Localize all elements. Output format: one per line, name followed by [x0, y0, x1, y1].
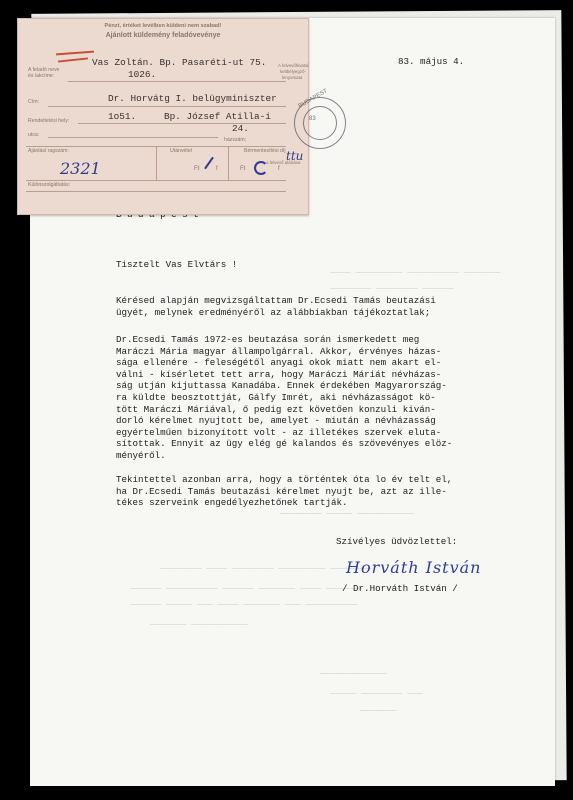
postmark-text: BUDAPEST	[297, 88, 329, 110]
salutation: Tisztelt Vas Elvtárs !	[116, 259, 238, 270]
closing: Szívélyes üdvözlettel:	[336, 536, 458, 547]
text-line: tékes szerveink engedélyezhetőnek tartják.	[116, 497, 348, 509]
filler-label: f	[278, 166, 280, 172]
rule	[26, 180, 286, 181]
text-line: tött Maráczi Máriával, ő pedig ezt követően konzuli kiván-	[116, 403, 436, 415]
show-through-text: ‾‾‾‾‾‾ ‾‾‾‾‾ ‾‾‾ ‾‾‾‾ ‾‾‾‾‾‾‾ ‾‾‾ ‾‾‾‾‾‾‾‾‾‾	[130, 604, 357, 614]
paragraph-2	[116, 334, 496, 462]
text-line: sítottak. Ennyit az ügy elég gé kalandos és szövevényes elöz-	[116, 438, 453, 450]
pen-mark	[58, 57, 88, 62]
office-note: A felvevőhivatal	[278, 63, 309, 68]
paragraph-3	[116, 474, 496, 509]
fee-label: Bérmentesítési díj	[244, 148, 286, 154]
text-line: Maráczi Mária magyar állampolgárral. Akkor, érvényes házas-	[116, 345, 442, 357]
text-line: dorló kérelmet nyujtott be, amelyet - miután a névházasság	[116, 415, 436, 427]
text-line: Dr.Ecsedi Tamás 1972-es beutazása során ismerkedett meg	[116, 334, 420, 345]
text-line: ra küldte beosztottját, Gálfy Imrét, aki névházasságot kö-	[116, 391, 436, 403]
sender-zip: 1026.	[128, 69, 157, 80]
text-line: ményéről.	[116, 449, 166, 461]
sender-label: A feladó neve és lakcíme:	[28, 67, 60, 79]
registered-mail-receipt	[17, 18, 329, 215]
filler-label: f	[216, 166, 218, 172]
show-through-text: ‾‾‾‾‾‾ ‾‾‾‾‾‾‾‾‾‾ ‾‾‾‾‾‾ ‾‾‾‾‾‾‾ ‾‾‾‾ ‾‾‾‾‾‾‾	[130, 588, 363, 598]
destination-zip: 1o51.	[108, 111, 137, 122]
rule	[26, 191, 286, 192]
sender-name: Vas Zoltán. Bp. Pasaréti-ut 75.	[92, 57, 267, 68]
text-line: ügyét, melynek eredményéről az alábbiakban tájékoztatlak;	[116, 306, 431, 318]
rule	[78, 123, 286, 124]
receipt-number: 2321	[60, 159, 101, 178]
street-label: utca:	[28, 132, 40, 138]
postmark-date: 83	[309, 116, 316, 122]
letter-date: 83. május 4.	[398, 56, 465, 67]
show-through-text: ‾‾‾‾‾‾‾ ‾‾‾‾‾‾‾‾‾‾‾	[150, 624, 248, 634]
show-through-text: ‾‾‾‾‾‾‾‾ ‾‾‾‾‾‾‾‾ ‾‾‾‾‾‾	[330, 288, 454, 298]
house-number: 24.	[232, 123, 249, 134]
paragraph-1	[116, 295, 496, 318]
receipt-no-label: Ajánlási ragszám:	[28, 148, 69, 154]
clerk-initials: ttu	[286, 149, 304, 163]
text-line: sága ellenére - feleségétől anyagi okok miatt nem akart el-	[116, 357, 442, 369]
rule	[228, 146, 229, 180]
show-through-text: ‾‾‾‾‾‾‾‾ ‾‾‾‾‾ ‾‾‾‾‾‾‾‾‾‾‾	[280, 513, 415, 523]
rule	[156, 146, 157, 180]
pen-slash	[204, 157, 214, 170]
office-note: lenyomata	[282, 75, 303, 80]
rule	[68, 81, 286, 82]
text-line: Tekintettel azonban arra, hogy a történtek óta lo év telt el,	[116, 474, 453, 485]
text-line: Kérésed alapján megvizsgáltattam Dr.Ecsedi Tamás beutazási	[116, 295, 436, 306]
currency-label: Ft	[194, 166, 200, 172]
special-service-label: Különszolgáltatás:	[28, 182, 71, 188]
receipt-warning: Pénzt, értéket levélben küldeni nem szabad!	[104, 23, 222, 29]
addressee: Dr. Horvátg I. belügyminiszter	[108, 93, 277, 104]
declared-label: Utánvétel	[170, 148, 192, 154]
signature: Horváth István	[346, 558, 482, 577]
destination-label: Rendeltetési hely:	[28, 118, 70, 124]
show-through-text: ‾‾‾‾‾‾‾‾‾‾‾‾‾	[320, 673, 388, 683]
signer-name: / Dr.Horváth István /	[342, 583, 458, 594]
text-line: ság utján kijuttassa Kanadába. Ennek érdekében Magyarország-	[116, 380, 447, 392]
show-through-text: ‾‾‾‾‾‾‾‾ ‾‾‾‾ ‾‾‾‾‾‾‾‾ ‾‾‾‾‾‾‾‾‾ ‾‾‾‾‾‾‾‾	[160, 568, 372, 578]
house-label: házszám:	[224, 137, 247, 143]
rule	[48, 106, 286, 107]
show-through-text: ‾‾‾‾ ‾‾‾‾‾‾‾‾‾ ‾‾‾‾‾‾‾‾‾‾ ‾‾‾‾‾‾‾	[330, 272, 501, 282]
text-line: válni - kísérletet tett arra, hogy Maráczi Máriát névházas-	[116, 368, 442, 380]
show-through-text: ‾‾‾‾‾‾‾	[360, 710, 397, 720]
postmark-stamp	[294, 88, 346, 149]
currency-label: Ft	[240, 166, 246, 172]
rule	[48, 137, 218, 138]
destination-street: Bp. József Atilla-i	[164, 111, 271, 122]
addressee-label: Cím:	[28, 99, 39, 105]
receipt-title: Ajánlott küldemény feladóvevénye	[105, 32, 221, 39]
text-line: ha Dr.Ecsedi Tamás beutazási kérelmet nyujt be, azt az ille-	[116, 485, 447, 497]
postmark-inner-ring	[303, 106, 337, 140]
pen-mark	[56, 51, 94, 56]
office-note: keltbélyegző-	[280, 69, 306, 74]
office-note: a felvevő aláírása	[266, 160, 301, 165]
show-through-text: ‾‾‾‾‾ ‾‾‾‾‾‾‾‾ ‾‾‾	[330, 693, 423, 703]
text-line: egyértelműen bizonyított volt - az illetékes szervek eluta-	[116, 426, 442, 438]
